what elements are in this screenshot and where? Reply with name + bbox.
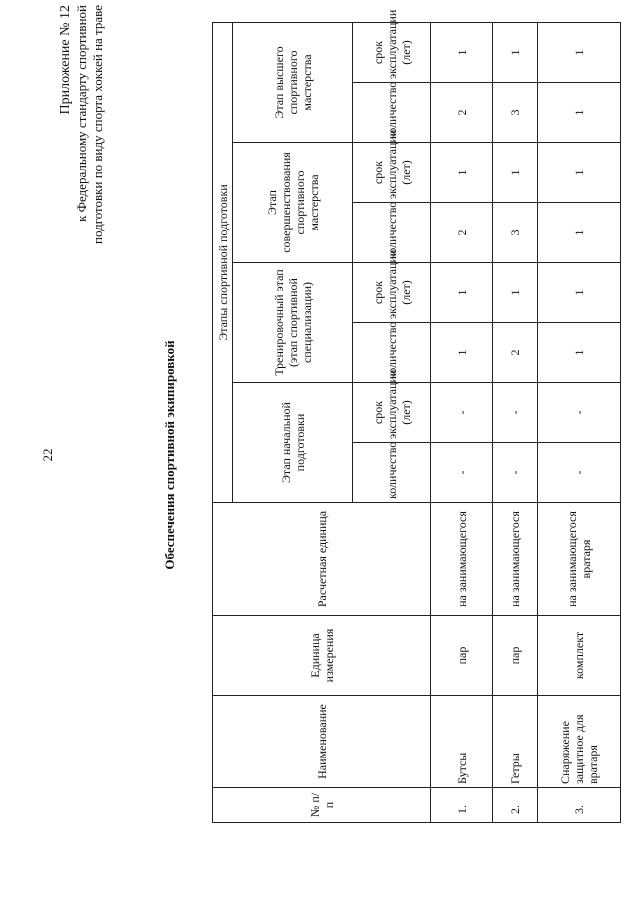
cell-value: - (431, 443, 493, 503)
cell-value: 1 (538, 203, 621, 263)
cell-value: 1 (538, 263, 621, 323)
table-row (431, 22, 493, 822)
row-unit: комплект (538, 616, 621, 696)
row-calc-unit: на занимающегося (493, 503, 538, 616)
cell-value: 1 (431, 22, 493, 82)
cell-value: - (493, 443, 538, 503)
header-stage-higher: Этап высшего спортивного мастерства (233, 22, 353, 142)
header-quantity: количество (353, 323, 431, 383)
cell-value: 1 (431, 143, 493, 203)
cell-value: 1 (431, 323, 493, 383)
cell-value: - (538, 383, 621, 443)
cell-value: 2 (493, 323, 538, 383)
cell-value: 1 (538, 323, 621, 383)
header-stages: Этапы спортивной подготовки (213, 22, 233, 502)
table-row (493, 22, 538, 822)
cell-value: 1 (538, 143, 621, 203)
cell-value: 3 (493, 203, 538, 263)
table-row (538, 22, 621, 822)
document-title: Обеспечения спортивной экипировкой (162, 340, 177, 570)
row-num: 2. (493, 788, 538, 823)
row-name: Снаряжение защитное для вратаря (538, 696, 621, 788)
header-stage-improvement: Этап совершенствования спортивного мастерства (233, 143, 353, 263)
header-quantity: количество (353, 443, 431, 503)
row-calc-unit: на занимающегося (431, 503, 493, 616)
header-term: срок эксплуатации (лет) (353, 263, 431, 323)
page-number: 22 (40, 448, 55, 462)
cell-value: - (493, 383, 538, 443)
cell-value: 1 (538, 83, 621, 143)
row-name: Бутсы (431, 696, 493, 788)
appendix-subtitle-line-1: к Федеральному стандарту спортивной (74, 5, 89, 222)
header-num: № п/п (213, 788, 431, 823)
header-unit: Единица измерения (213, 616, 431, 696)
cell-value: 1 (493, 22, 538, 82)
row-name: Гетры (493, 696, 538, 788)
header-term: срок эксплуатации (лет) (353, 383, 431, 443)
cell-value: - (431, 383, 493, 443)
header-term: срок эксплуатации (лет) (353, 22, 431, 82)
header-term: срок эксплуатации (лет) (353, 143, 431, 203)
header-stage-training: Тренировочный этап (этап спортивной специализации) (233, 263, 353, 383)
cell-value: 3 (493, 83, 538, 143)
row-calc-unit: на занимающегося вратаря (538, 503, 621, 616)
appendix-subtitle-line-2: подготовки по виду спорта хоккей на траве (90, 5, 105, 244)
header-quantity: количество (353, 83, 431, 143)
header-stage-initial: Этап начальной подготовки (233, 383, 353, 503)
cell-value: 2 (431, 83, 493, 143)
equipment-table (212, 9, 621, 823)
row-unit: пар (493, 616, 538, 696)
row-unit: пар (431, 616, 493, 696)
appendix-header (58, 5, 106, 425)
row-num: 3. (538, 788, 621, 823)
cell-value: 1 (493, 143, 538, 203)
header-name: Наименование (213, 696, 431, 788)
cell-value: 1 (431, 263, 493, 323)
header-calc-unit: Расчетная единица (213, 503, 431, 616)
cell-value: 1 (538, 22, 621, 82)
appendix-number: Приложение № 12 (58, 5, 73, 115)
cell-value: 2 (431, 203, 493, 263)
cell-value: 1 (493, 263, 538, 323)
header-quantity: количество (353, 203, 431, 263)
cell-value: - (538, 443, 621, 503)
row-num: 1. (431, 788, 493, 823)
